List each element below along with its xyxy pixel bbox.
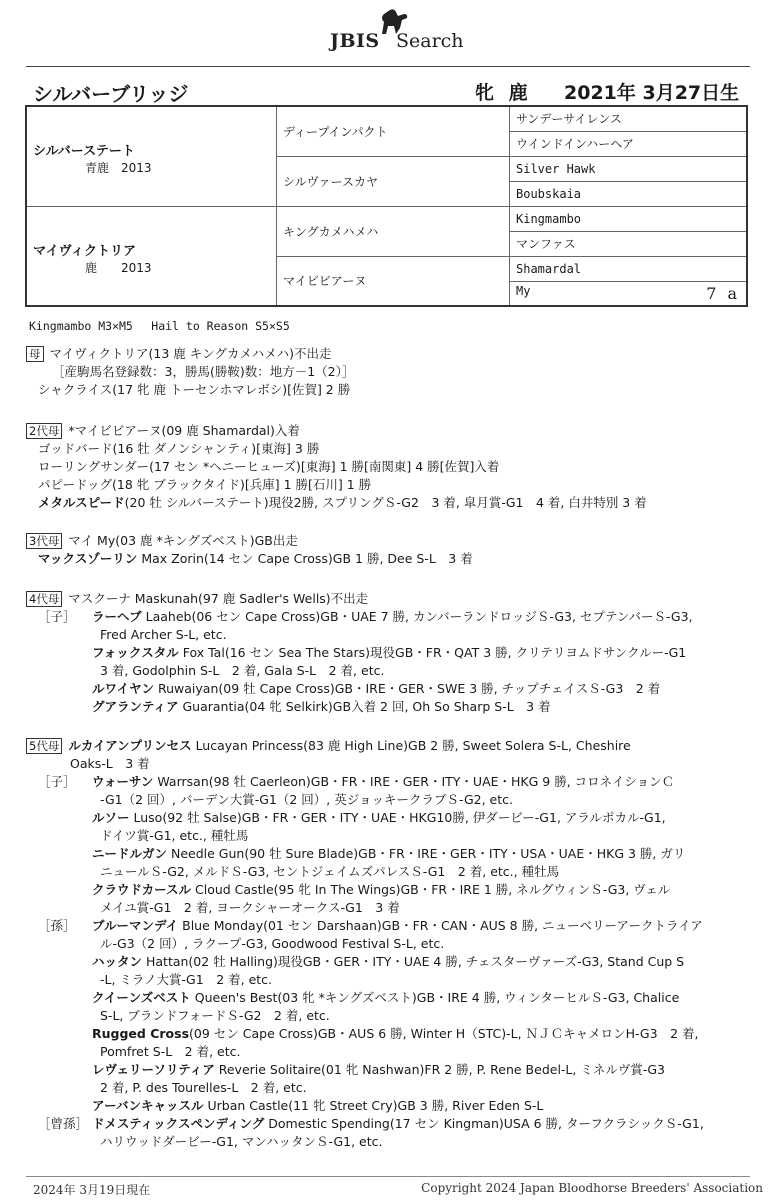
horse-link[interactable]: ドメスティックスペンディング [92,1116,265,1131]
pedigree-line [92,1025,698,1043]
pedigree-dam-cell [26,206,277,306]
top-rule [26,66,750,67]
horse-link[interactable]: ニードルガン [92,846,168,861]
pedigree-line-text: (09 セン Cape Cross)GB・AUS 6 勝, Winter H（STC)-L, ＮＪＣキャメロンH-G3 2 着, [189,1026,699,1041]
pedigree-line [92,953,684,971]
pedigree-line [92,881,670,899]
pedigree-line [26,737,631,755]
pedigree-g3-2[interactable]: Silver Hawk [510,156,748,181]
horse-link[interactable]: ブルーマンデイ [92,918,179,933]
pedigree-g3-7-cell [510,281,748,306]
pedigree-line-text: Cloud Castle(95 牝 In The Wings)GB・FR・IRE 1 勝, ネルグウィンＳ-G3, ヴェル [191,882,671,897]
pedigree-line-text: Fred Archer S-L, etc. [100,627,227,642]
pedigree-line-text: Domestic Spending(17 セン Kingman)USA 6 勝, ターフクラシックＳ-G1, [264,1116,704,1131]
pedigree-line [100,1043,240,1061]
pedigree-line [38,381,350,399]
horse-link[interactable]: ルソー [92,810,130,825]
pedigree-g2-2[interactable]: キングカメハメハ [277,206,510,256]
pedigree-line-text: Lucayan Princess(83 鹿 High Line)GB 2 勝, Sweet Solera S-L, Cheshire [191,738,631,753]
pedigree-line-text: マスクーナ Maskunah(97 鹿 Sadler's Wells)不出走 [68,591,369,606]
generation-tag: 4代母 [26,591,62,607]
pedigree-line [38,476,371,494]
pedigree-line-text: -L, ミラノ大賞-G1 2 着, etc. [100,972,273,987]
pedigree-line-text: Luso(92 牡 Salse)GB・FR・GER・ITY・UAE・HKG10勝, 伊ダービー-G1, アラルポカル-G1, [129,810,666,825]
pedigree-line-text: Blue Monday(01 セン Darshaan)GB・FR・CAN・AUS 8 勝, ニューベリーアークトライア [178,918,703,933]
pedigree-line [38,608,693,626]
pedigree-line [26,590,368,608]
horse-link[interactable]: ラーヘブ [92,609,142,624]
sire-name[interactable]: シルバーステート [33,144,135,160]
pedigree-line-text: Reverie Solitaire(01 牝 Nashwan)FR 2 勝, P. Rene Bedel-L, ミネルヴ賞-G3 [214,1062,665,1077]
pedigree-line [38,773,675,791]
pedigree-line [92,845,685,863]
pedigree-g2-0[interactable]: ディープインパクト [277,106,510,156]
pedigree-line [92,698,551,716]
pedigree-line [92,989,679,1007]
pedigree-line [52,363,354,381]
pedigree-line [100,971,272,989]
family-number: 7 a [706,283,740,303]
horse-link[interactable]: クラウドカースル [92,882,192,897]
pedigree-line [100,863,559,881]
horse-link[interactable]: アーバンキャッスル [92,1098,204,1113]
pedigree-line [100,1007,330,1025]
pedigree-line-text: Warrsan(98 牡 Caerleon)GB・FR・IRE・GER・ITY・UAE・HKG 9 勝, コロネイションＣ [153,774,675,789]
pedigree-line [92,1061,665,1079]
pedigree-line-text: Queen's Best(03 牝 *キングズベスト)GB・IRE 4 勝, ウィンターヒルＳ-G3, Chalice [190,990,680,1005]
horse-link[interactable]: レヴェリーソリティア [92,1062,215,1077]
pedigree-line-text: Max Zorin(14 セン Cape Cross)GB 1 勝, Dee S-L 3 着 [137,551,473,566]
relation-label: ［子］ [38,609,76,624]
pedigree-line-text: Needle Gun(90 牡 Sure Blade)GB・FR・IRE・GER・ITY・USA・UAE・HKG 3 勝, ガリ [167,846,686,861]
pedigree-g3-1[interactable]: ウインドインハーヘア [510,131,748,156]
pedigree-g3-3[interactable]: Boubskaia [510,181,748,206]
relation-label: ［子］ [38,774,76,789]
generation-tag: 2代母 [26,423,62,439]
pedigree-line [38,458,499,476]
pedigree-line-text: ゴッドバード(16 牡 ダノンシャンティ)[東海] 3 勝 [38,441,320,456]
pedigree-sire-cell [26,106,277,206]
pedigree-line [92,1097,543,1115]
horse-link[interactable]: フォックスタル [92,645,179,660]
footer-copyright: Copyright 2024 Japan Bloodhorse Breeders' Association [421,1181,763,1195]
pedigree-line [26,422,300,440]
pedigree-table [25,105,748,307]
generation-tag: 5代母 [26,738,62,754]
pedigree-g3-7[interactable]: My [516,283,531,298]
relation-label: ［孫］ [38,918,76,933]
pedigree-line-text: ローリングサンダー(17 セン *ヘニーヒューズ)[東海] 1 勝[南関東] 4 勝[佐賀]入着 [38,459,500,474]
pedigree-line [38,917,703,935]
pedigree-g2-1[interactable]: シルヴァースカヤ [277,156,510,206]
pedigree-line [100,1079,307,1097]
generation-tag: 母 [26,346,44,362]
pedigree-line-text: ドイツ賞-G1, etc., 種牡馬 [100,828,249,843]
pedigree-line-text: 3 着, Godolphin S-L 2 着, Gala S-L 2 着, etc. [100,663,385,678]
pedigree-line-text: ル-G3（2 回）, ラクープ-G3, Goodwood Festival S-L, etc. [100,936,445,951]
pedigree-line [100,1133,382,1151]
sire-info: 青鹿 2013 [85,161,152,176]
pedigree-line-text: Pomfret S-L 2 着, etc. [100,1044,241,1059]
pedigree-line [38,1115,704,1133]
horse-name: シルバーブリッジ [33,82,189,106]
jbis-search-logo[interactable] [330,6,464,52]
pedigree-line-text: Oaks-L 3 着 [70,756,150,771]
horse-link[interactable]: クイーンズベスト [92,990,191,1005]
horse-link[interactable]: マックスゾーリン [38,551,138,566]
pedigree-line-text: マイ My(03 鹿 *キングズベスト)GB出走 [68,533,298,548]
pedigree-line [26,532,298,550]
pedigree-line-text: ニュールＳ-G2, メルドＳ-G3, セントジェイムズパレスＳ-G1 2 着, etc., 種牡馬 [100,864,560,879]
pedigree-line [70,755,150,773]
horse-link[interactable]: グアランティア [92,699,179,714]
pedigree-line [100,935,444,953]
pedigree-line-text: ［産駒馬名登録数：3，勝馬(勝鞍)数：地方－1（2）］ [52,364,355,379]
pedigree-line [100,662,384,680]
horse-link[interactable]: ルカイアンプリンセス [68,738,192,753]
horse-link[interactable]: メタルスピード [38,495,125,510]
pedigree-line [92,644,686,662]
relation-label: ［曾孫］ [38,1116,89,1131]
pedigree-line [92,809,666,827]
pedigree-line [100,791,513,809]
horse-link[interactable]: ハッタン [92,954,143,969]
horse-birthdate: 2021年 3月27日生 [564,82,740,104]
pedigree-line [100,899,400,917]
pedigree-g3-6[interactable]: Shamardal [510,256,748,281]
logo-search-text: Search [396,30,464,52]
pedigree-line-text: Fox Tal(16 セン Sea The Stars)現役GB・FR・QAT 3 勝, クリテリヨムドサンクルー-G1 [178,645,687,660]
pedigree-line [38,440,319,458]
pedigree-line-text: ハリウッドダービー-G1, マンハッタンＳ-G1, etc. [100,1134,383,1149]
pedigree-line [26,345,331,363]
pedigree-line-text: Guarantia(04 牝 Selkirk)GB入着 2 回, Oh So Sharp S-L 3 着 [178,699,551,714]
pedigree-line-text: S-L, ブランドフォードＳ-G2 2 着, etc. [100,1008,330,1023]
pedigree-line-text: Hattan(02 牡 Halling)現役GB・GER・ITY・UAE 4 勝, チェスターヴァーズ-G3, Stand Cup S [142,954,685,969]
pedigree-line [92,680,660,698]
footer-date: 2024年 3月19日現在 [33,1183,151,1197]
pedigree-line [100,626,227,644]
pedigree-line-text: シャクライス(17 牝 鹿 トーセンホマレボシ)[佐賀] 2 勝 [38,382,351,397]
pedigree-line [100,827,248,845]
pedigree-line [38,550,473,568]
horse-link[interactable]: Rugged Cross [92,1026,190,1041]
pedigree-g3-5[interactable]: マンファス [510,231,748,256]
pedigree-line-text: Laaheb(06 セン Cape Cross)GB・UAE 7 勝, カンバーランドロッジＳ-G3, セプテンバーＳ-G3, [141,609,693,624]
dam-info: 鹿 2013 [85,260,152,275]
pedigree-line [38,494,647,512]
footer-rule [26,1176,750,1177]
horse-link[interactable]: ウォーサン [92,774,154,789]
pedigree-line-text: *マイビビアーヌ(09 鹿 Shamardal)入着 [68,423,300,438]
pedigree-g3-4[interactable]: Kingmambo [510,206,748,231]
generation-tag: 3代母 [26,533,62,549]
inbreeding-note: Kingmambo M3×M5 Hail to Reason S5×S5 [29,319,290,333]
pedigree-line-text: メイユ賞-G1 2 着, ヨークシャーオークス-G1 3 着 [100,900,400,915]
horse-link[interactable]: ルワイヤン [92,681,155,696]
pedigree-g3-0[interactable]: サンデーサイレンス [510,106,748,131]
pedigree-line-text: Urban Castle(11 牝 Street Cry)GB 3 勝, River Eden S-L [203,1098,544,1113]
pedigree-line-text: Ruwaiyan(09 牡 Cape Cross)GB・IRE・GER・SWE 3 勝, チップチェイスＳ-G3 2 着 [154,681,661,696]
pedigree-line-text: (20 牡 シルバーステート)現役2勝, スプリングＳ-G2 3 着, 皐月賞-G1 4 着, 白井特別 3 着 [124,495,647,510]
pedigree-line-text: パピードッグ(18 牝 ブラックタイド)[兵庫] 1 勝[石川] 1 勝 [38,477,372,492]
pedigree-line-text: 2 着, P. des Tourelles-L 2 着, etc. [100,1080,307,1095]
pedigree-line-text: -G1（2 回）, バーデン大賞-G1（2 回）, 英ジョッキークラブＳ-G2, etc. [100,792,513,807]
pedigree-g2-3[interactable]: マイビビアーヌ [277,256,510,306]
dam-name[interactable]: マイヴィクトリア [33,243,136,259]
pedigree-line-text: マイヴィクトリア(13 鹿 キングカメハメハ)不出走 [49,346,332,361]
horse-sex-color: 牝 鹿 [475,82,532,104]
logo-jbis-text: JBIS [330,30,380,52]
